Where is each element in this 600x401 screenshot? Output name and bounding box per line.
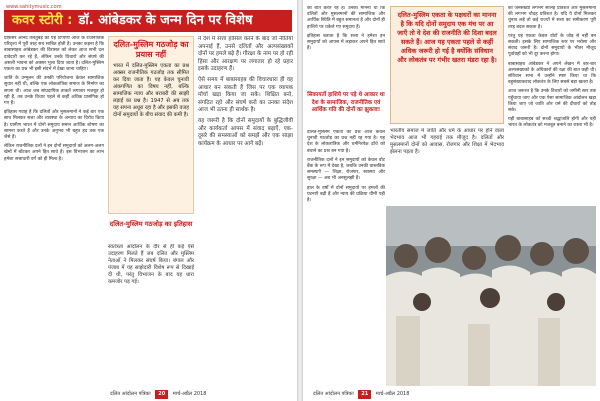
paragraph: यही बाबासाहब को सच्ची श्रद्धांजलि होगी और यही भारत के लोकतंत्र को मजबूत बनाने का रास्ता भी है। xyxy=(508,117,596,129)
page-number: 21 xyxy=(358,390,371,399)
magazine-name: दलित आंदोलन पत्रिका xyxy=(110,391,151,397)
left-column-2-lower xyxy=(108,244,194,384)
paragraph: इतिहास गवाह है कि दलितों और मुसलमानों ने कई बार एक साथ मिलकर सत्ता और व्यवस्था के अन्याय का विरोध किया है। ग्रामीण भारत में दोनों समुदाय समान आर्थिक शोषण का सामना करते हैं और उनके अनुभव भी बहुत हद तक एक जैसे हैं। xyxy=(4,110,104,141)
site-url: www.sahitymusic.com xyxy=(6,4,62,10)
box-heading: दलित-मुस्लिम गठजोड़ का प्रयास नहीं xyxy=(113,40,189,59)
pull-quote-box: दलित-मुस्लिम एकता के पक्षधरों का मानना है कि यदि दोनों समुदाय एक मंच पर आ जाएँ तो वे देश की राजनीति की दिशा बदल सकते हैं। आज यह एकता पहले से कहीं अधिक जरूरी हो गई है क्योंकि संविधान और लोकतंत्र पर गंभीर खतरा मंडरा रहा है। xyxy=(390,6,504,124)
red-subheading: सिकायतों हाशिये पर पड़े थे आकार था देश के सामाजिक, राजनीतिक एवं आर्थिक गति की दोनों का झुकाव! xyxy=(307,92,385,113)
paragraph: जाति के उन्मूलन की उनकी परियोजना केवल सामाजिक सुधार नहीं थी, बल्कि एक लोकतांत्रिक समाज के निर्माण का सपना थी। आज जब सांप्रदायिक ताकतें लगातार मजबूत हो रही हैं, तब उनके विचार पहले से कहीं अधिक प्रासंगिक हो गए हैं। xyxy=(4,76,104,107)
right-footer xyxy=(313,390,493,399)
issue-date: मार्च-अप्रैल 2018 xyxy=(375,391,410,397)
right-page xyxy=(303,0,600,401)
headline-title: डॉ. आंबेडकर के जन्म दिन पर विशेष xyxy=(78,13,253,28)
paragraph: की बात करते रहे हैं। उनका मानना था कि दलितों और मुसलमानों की सामाजिक और आर्थिक स्थिति में बहुत समानता है और दोनों ही हाशिये पर धकेले गए समुदाय हैं। xyxy=(307,6,385,30)
right-column-1-bottom xyxy=(307,130,385,386)
section-subheading: दलित-मुस्लिम गठजोड़ का इतिहास xyxy=(109,220,193,228)
paragraph: प्रोफ़ेसर आनंद तेलतुंबड़े की यह टिप्पणी आज के राजनीतिक परिदृश्य में पूरी तरह सच साबित होती है। उनका कहना है कि बाबासाहब आंबेडकर की विरासत को लेकर आज सभी दल दावेदारी कर रहे हैं, लेकिन उनके विचारों और संघर्ष की असली भावना को अक्सर भुला दिया जाता है। दलित-मुस्लिम एकता का प्रश्न भी इसी संदर्भ में देखा जाना चाहिए। xyxy=(4,36,104,73)
paragraph: आज जरूरत है कि उनके विचारों को जमीनी स्तर तक पहुँचाया जाए और एक ऐसा सामाजिक आंदोलन खड़ा किया जाए जो जाति और धर्म की दीवारों को तोड़ सके। xyxy=(508,89,596,114)
right-column-1-top xyxy=(307,6,385,90)
left-page xyxy=(0,0,297,401)
cover-story-headline xyxy=(4,10,292,32)
paragraph: हाल के वर्षों में दोनों समुदायों पर हमलों की घटनाएँ बढ़ी हैं और न्याय की प्रक्रिया धीमी पड़ी है। xyxy=(307,185,385,204)
paragraph: परंतु यह एकता केवल वोटों के जोड़ से नहीं बन सकती। इसके लिए सामाजिक स्तर पर भरोसा और संवाद जरूरी है। दोनों समुदायों के भीतर मौजूद पूर्वाग्रहों को भी दूर करना होगा। xyxy=(508,33,596,58)
paragraph: ऐसे समय में बाबासाहब की विचारधारा ही वह आधार बन सकती है जिस पर एक व्यापक मोर्चा खड़ा किया जा सके। शिक्षित बनो, संगठित रहो और संघर्ष करो का उनका संदेश आज भी उतना ही सार्थक है। xyxy=(198,76,293,114)
paragraph: राजनीतिक दलों ने इन समुदायों को केवल वोट बैंक के रूप में देखा है, जबकि उनकी वास्तविक समस्याएँ — शिक्षा, रोजगार, स्वास्थ्य और सुरक्षा — अब भी अनसुलझी हैं। xyxy=(307,157,385,182)
headline-accent: कवर स्टोरी : xyxy=(12,13,73,28)
right-column-2 xyxy=(390,128,504,202)
left-footer xyxy=(110,390,290,399)
crowd-photo xyxy=(386,206,596,386)
left-column-3 xyxy=(198,36,293,386)
paragraph: बाबासाहब आंबेडकर ने अपने लेखन में बार-बार अल्पसंख्यकों के अधिकारों की रक्षा की बात कही थी। संविधान सभा में उन्होंने स्पष्ट किया था कि बहुसंख्यकवाद लोकतंत्र के लिए सबसे बड़ा खतरा है। xyxy=(508,61,596,86)
paragraph: यह जरूरी है कि दोनों समुदायों के बुद्धिजीवी और कार्यकर्ता आपस में संवाद बढ़ाएँ, एक-दूसरे की समस्याओं को समझें और एक साझा कार्यक्रम के आधार पर आगे बढ़ें। xyxy=(198,117,293,147)
paragraph: की जनसंख्या लगभग सोलह प्रतिशत और मुसलमानों की लगभग चौदह प्रतिशत है। यदि ये दोनों मिलकर चुनाव लड़ें तो कई राज्यों में सत्ता का समीकरण पूरी तरह बदल सकता है। xyxy=(508,6,596,30)
page-number: 20 xyxy=(155,390,168,399)
left-column-1 xyxy=(4,36,104,386)
paragraph: स्वतंत्रता आंदोलन के दौर से ही कई ऐसे उदाहरण मिलते हैं जब दलित और मुस्लिम नेताओं ने मिलकर संघर्ष किया। बंगाल और पंजाब में यह साझेदारी विशेष रूप से दिखाई दी थी, परंतु विभाजन के बाद यह धारा कमजोर पड़ गई। xyxy=(108,244,194,285)
right-column-3 xyxy=(508,6,596,202)
magazine-name: दलित आंदोलन पत्रिका xyxy=(313,391,354,397)
paragraph: इतिहास बताता है कि सत्ता ने हमेशा इन समुदायों को आपस में लड़ाकर अपने हित साधे हैं। xyxy=(307,33,385,52)
paragraph: ने देश में सत्ता हासिल करने के बाद जो नीतियाँ अपनाई हैं, उनसे दलितों और अल्पसंख्यकों दोनों पर हमले बढ़े हैं। गौरक्षा के नाम पर हो रही हिंसा और आरक्षण पर लगातार हो रहे प्रहार इसके उदाहरण हैं। xyxy=(198,36,293,73)
paragraph: भारतीय समाज में जाति और धर्म के आधार पर होने वाला भेदभाव आज भी गहराई तक मौजूद है। दलितों और मुसलमानों दोनों को आवास, रोजगार और शिक्षा में भेदभाव झेलना पड़ता है। xyxy=(390,128,504,155)
sidebar-box-1 xyxy=(108,36,194,214)
paragraph: दलित-मुस्लिम एकता का प्रश्न आज केवल चुनावी गठजोड़ का प्रश्न नहीं रह गया है। यह देश के लोकतांत्रिक और धर्मनिरपेक्ष ढाँचे को बचाने का प्रश्न बन गया है। xyxy=(307,130,385,154)
box-body: भारत में दलित-मुस्लिम एकता का प्रश्न अक्सर राजनीतिक गठजोड़ तक सीमित कर दिया जाता है। यह केवल चुनावी अंकगणित का विषय नहीं, बल्कि सामाजिक न्याय और बराबरी की साझी लड़ाई का प्रश्न है। 1947 से अब तक यह सपना अधूरा रहा है और इसकी वजह दोनों समुदायों के बीच संवाद की कमी है। xyxy=(113,63,189,118)
crowd-photo-illustration xyxy=(386,206,596,386)
paragraph: लेकिन राजनीतिक दलों ने इन दोनों समुदायों को अलग-अलग खेमों में बाँटकर अपने हित साधे हैं। इस विभाजन का लाभ हमेशा सत्ताधारी वर्ग को ही मिला है। xyxy=(4,144,104,162)
issue-date: मार्च-अप्रैल 2018 xyxy=(172,391,207,397)
